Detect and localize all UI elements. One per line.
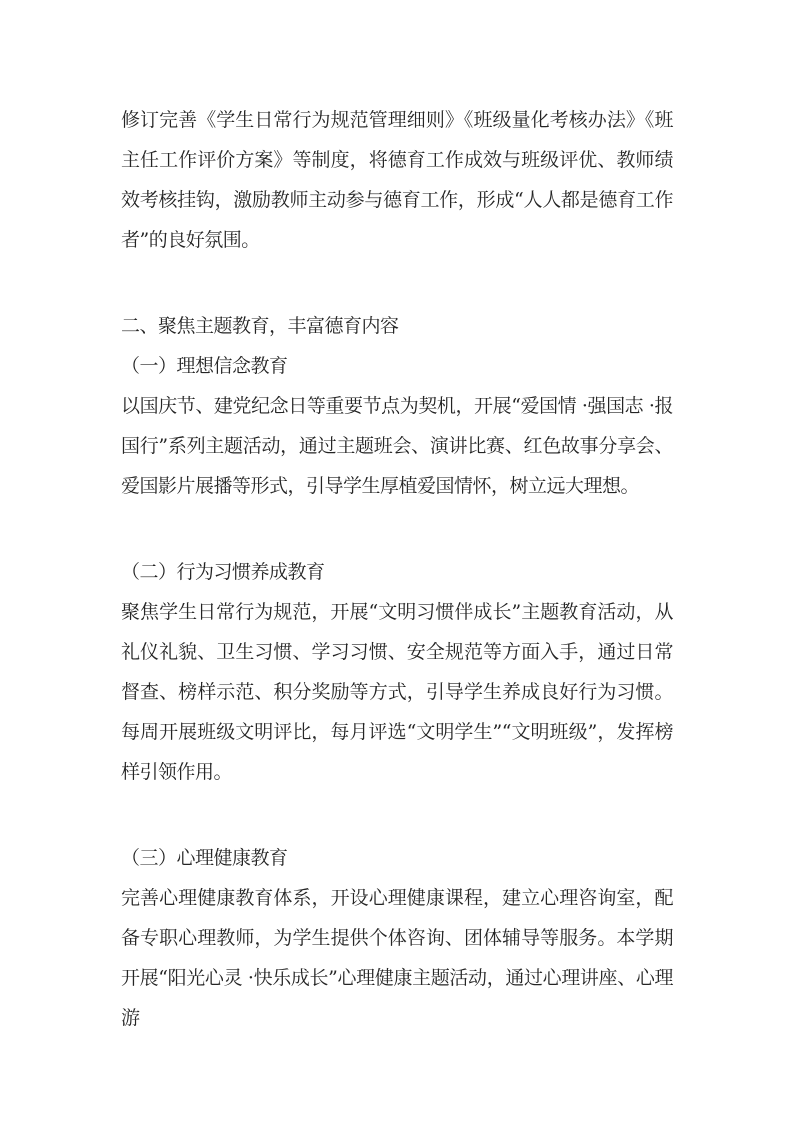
subsection-heading-behavior-habits: （二）行为习惯养成教育 (121, 561, 325, 583)
paragraph-ideal-belief: 以国庆节、建党纪念日等重要节点为契机，开展“爱国情 ·强国志 ·报国行”系列主题活动，通过主题班会、演讲比赛、红色故事分享会、爱国影片展播等形式，引导学生厚植爱国情怀，树立远大理想。 (121, 395, 673, 497)
section-heading-theme-education: 二、聚焦主题教育，丰富德育内容 (121, 315, 399, 337)
paragraph-mental-health: 完善心理健康教育体系，开设心理健康课程，建立心理咨询室，配备专职心理教师，为学生提供个体咨询、团体辅导等服务。本学期开展“阳光心灵 ·快乐成长”心理健康主题活动，通过心理讲座、心理游 (121, 887, 673, 1029)
paragraph-behavior-habits: 聚焦学生日常行为规范，开展“文明习惯伴成长”主题教育活动，从礼仪礼貌、卫生习惯、学习习惯、安全规范等方面入手，通过日常督查、榜样示范、积分奖励等方式，引导学生养成良好行为习惯。每周开展班级文明评比，每月评选“文明学生”“文明班级”，发挥榜样引领作用。 (121, 601, 673, 783)
subsection-heading-mental-health: （三）心理健康教育 (121, 847, 288, 869)
subsection-heading-ideal-belief: （一）理想信念教育 (121, 355, 288, 377)
paragraph-institution-system: 修订完善《学生日常行为规范管理细则》《班级量化考核办法》《班主任工作评价方案》等制度，将德育工作成效与班级评优、教师绩效考核挂钩，激励教师主动参与德育工作，形成“人人都是德育工作者”的良好氛围。 (121, 109, 673, 251)
